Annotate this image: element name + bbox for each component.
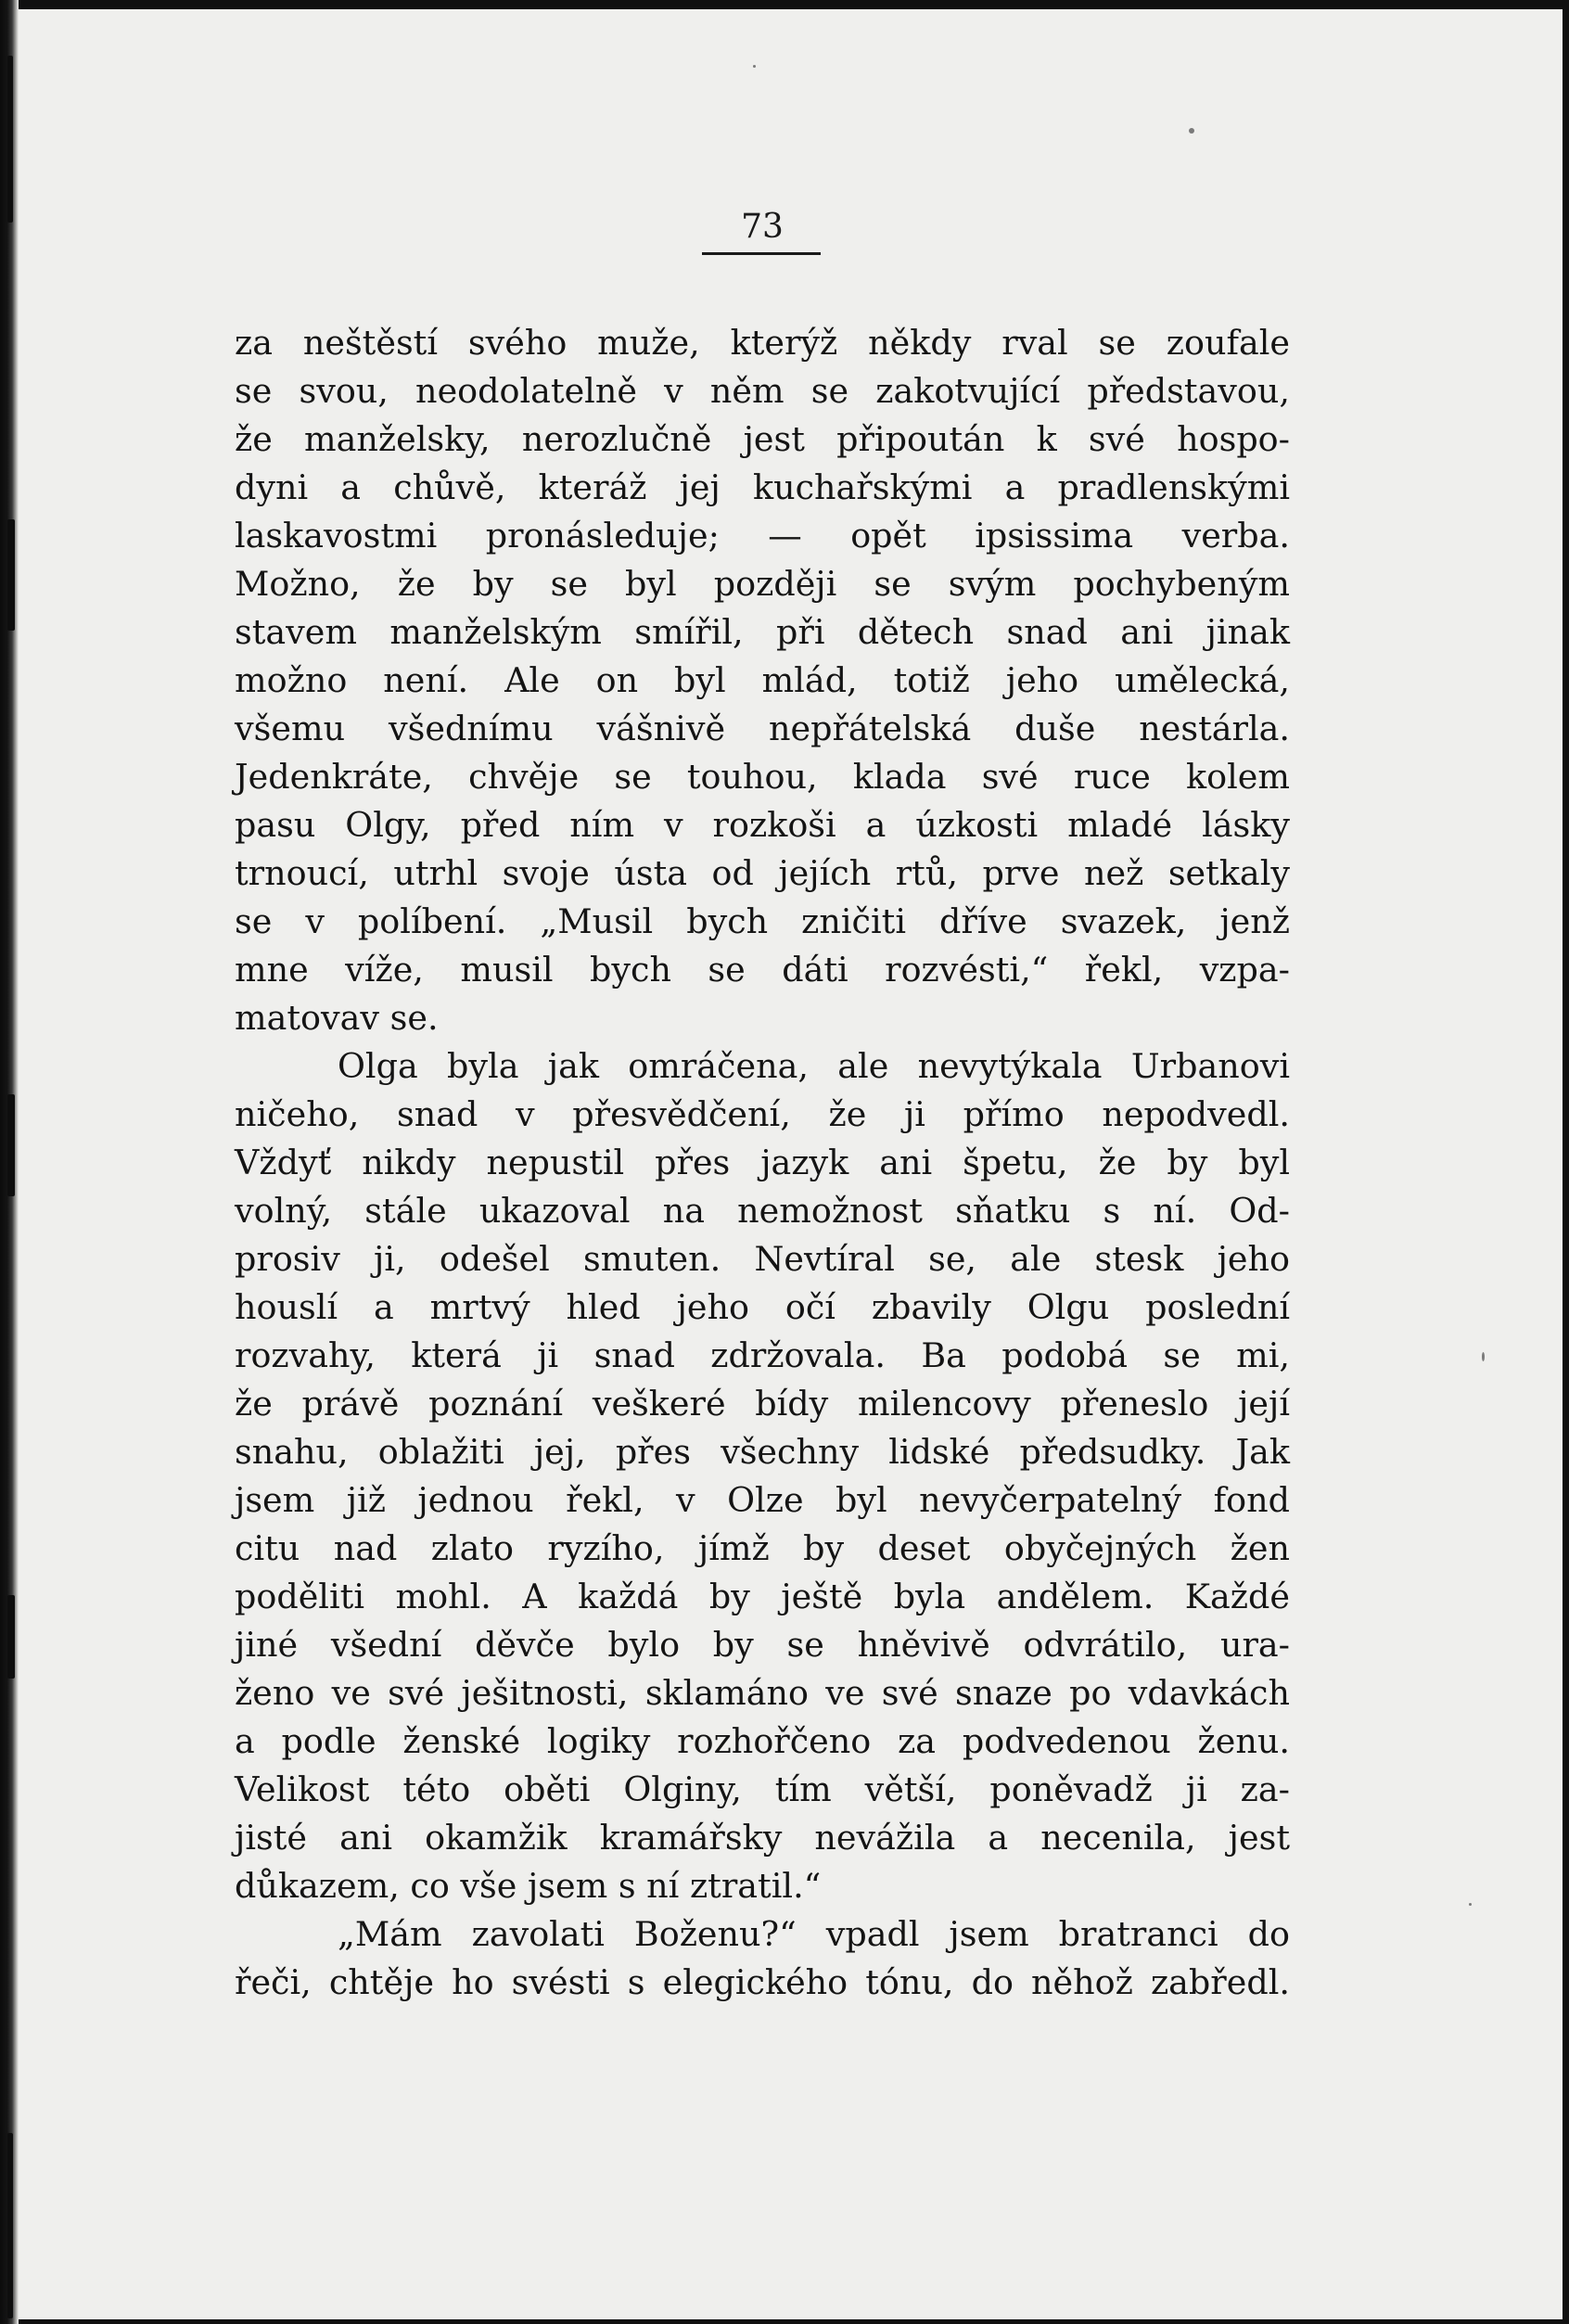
paper-speck (1482, 1352, 1485, 1361)
text-line: poděliti mohl. A každá by ještě byla andělem. Každé (235, 1577, 1290, 1616)
spine-mark (7, 2133, 13, 2318)
text-line: Vždyť nikdy nepustil přes jazyk ani špetu, že by byl (235, 1143, 1290, 1182)
text-line: pasu Olgy, před ním v rozkoši a úzkosti mladé lásky (235, 805, 1290, 845)
text-line: se v políbení. „Musil bych zničiti dříve svazek, jenž (235, 901, 1290, 941)
paper-speck (1189, 128, 1194, 134)
text-line: prosiv ji, odešel smuten. Nevtíral se, ale stesk jeho (235, 1239, 1290, 1279)
text-line: houslí a mrtvý hled jeho očí zbavily Olgu poslední (235, 1287, 1290, 1327)
text-line: trnoucí, utrhl svoje ústa od jejích rtů, prve než setkaly (235, 853, 1290, 893)
text-line: že právě poznání veškeré bídy milencovy přeneslo její (235, 1384, 1290, 1424)
text-line: jiné všední děvče bylo by se hněvivě odvrátilo, ura- (235, 1625, 1290, 1665)
text-line: „Mám zavolati Boženu?“ vpadl jsem bratranci do (338, 1914, 1290, 1954)
text-line: a podle ženské logiky rozhořčeno za podvedenou ženu. (235, 1721, 1290, 1761)
spine-mark (7, 519, 15, 631)
text-line: za neštěstí svého muže, kterýž někdy rval se zoufale (235, 323, 1290, 363)
spine-mark (7, 1094, 15, 1196)
text-line: volný, stále ukazoval na nemožnost sňatku s ní. Od- (235, 1191, 1290, 1231)
book-spine-edge (0, 0, 19, 2324)
text-line: důkazem, co vše jsem s ní ztratil.“ (235, 1866, 822, 1906)
spine-mark (7, 56, 13, 223)
text-line: snahu, oblažiti jej, přes všechny lidské předsudky. Jak (235, 1432, 1290, 1472)
text-line: jisté ani okamžik kramářsky nevážila a necenila, jest (235, 1818, 1290, 1858)
text-line: Velikost této oběti Olginy, tím větší, poněvadž ji za- (235, 1769, 1290, 1809)
text-line: se svou, neodolatelně v něm se zakotvující představou, (235, 371, 1290, 411)
page-number: 73 (741, 208, 784, 246)
text-line: mne víže, musil bych se dáti rozvésti,“ řekl, vzpa- (235, 950, 1290, 990)
paper-speck (1469, 1903, 1472, 1906)
spine-mark (7, 1595, 15, 1679)
text-line: citu nad zlato ryzího, jímž by deset obyčejných žen (235, 1528, 1290, 1568)
text-line: že manželsky, nerozlučně jest připoután k své hospo- (235, 419, 1290, 459)
text-line: matovav se. (235, 998, 439, 1038)
text-line: rozvahy, která ji snad zdržovala. Ba podobá se mi, (235, 1335, 1290, 1375)
text-line: ničeho, snad v přesvědčení, že ji přímo nepodvedl. (235, 1094, 1290, 1134)
text-line: jsem již jednou řekl, v Olze byl nevyčerpatelný fond (235, 1480, 1290, 1520)
text-line: stavem manželským smířil, při dětech snad ani jinak (235, 612, 1290, 652)
text-line: řeči, chtěje ho svésti s elegického tónu, do něhož zabředl. (235, 1962, 1290, 2002)
text-line: Jedenkráte, chvěje se touhou, klada své ruce kolem (235, 757, 1290, 797)
text-line: laskavostmi pronásleduje; — opět ipsissima verba. (235, 516, 1290, 555)
text-line: ženo ve své ješitnosti, sklamáno ve své snaze po vdavkách (235, 1673, 1290, 1713)
text-line: Možno, že by se byl později se svým pochybeným (235, 564, 1290, 604)
text-line: možno není. Ale on byl mlád, totiž jeho umělecká, (235, 660, 1290, 700)
paper-speck (753, 65, 756, 68)
body-text (235, 319, 1290, 2007)
text-line: dyni a chůvě, kteráž jej kuchařskými a pradlenskými (235, 467, 1290, 507)
text-line: Olga byla jak omráčena, ale nevytýkala Urbanovi (338, 1046, 1290, 1086)
page-number-rule (702, 252, 821, 255)
text-line: všemu všednímu vášnivě nepřátelská duše nestárla. (235, 709, 1290, 748)
